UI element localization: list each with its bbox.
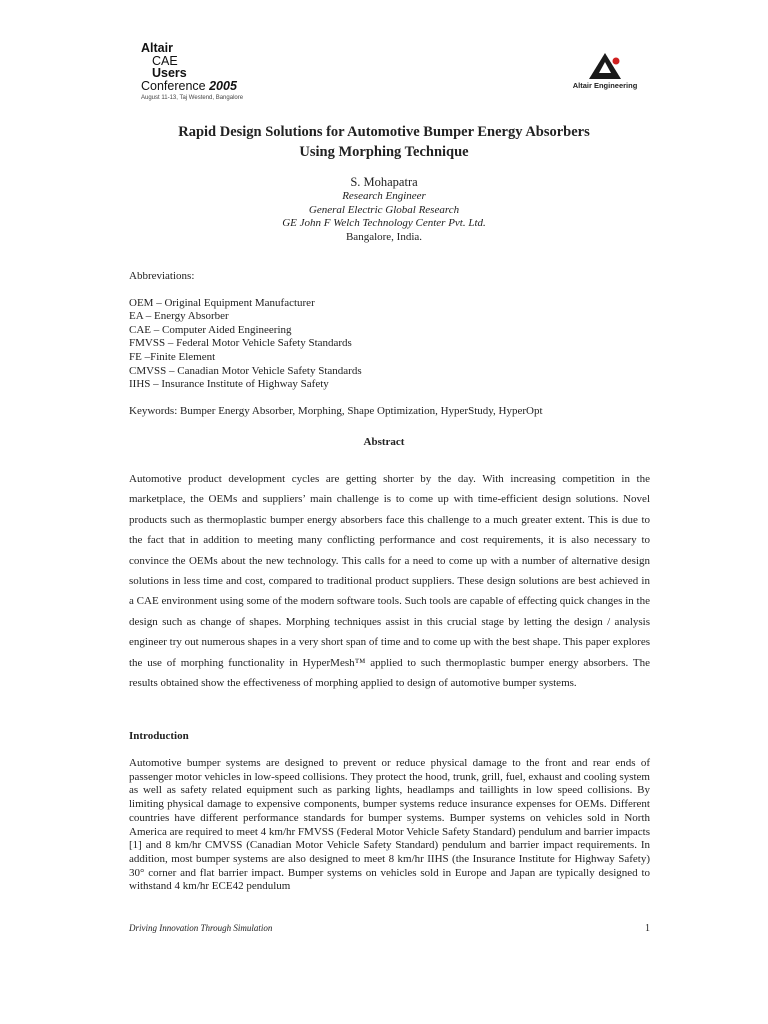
paper-title [0,122,768,162]
logo-line-altair: Altair [141,41,173,55]
author-org-1: General Electric Global Research [308,203,460,216]
abstract-heading: Abstract [363,436,405,448]
abbreviation-item: CMVSS – Canadian Motor Vehicle Safety Standards [129,364,362,377]
abbreviations-heading: Abbreviations: [129,270,195,282]
introduction-text: Automotive bumper systems are designed to prevent or reduce physical damage to the front and rear ends of passenger motor vehicles in low-speed collisions. They protect the hood, trunk, grill, fuel, exhaust and cooling system as well as safety related equipment such as parking lights, headlamps and taillights in low speed collisions. By limiting physical damage to expensive components, bumper systems reduce insurance expenses for OEMs. Different countries have different performance standards for bumper systems. Bumper systems on vehicles sold in North America are required to meet 4 km/hr FMVSS (Federal Motor Vehicle Safety Standard) pendulum and barrier impacts [1] and 8 km/hr CMVSS (Canadian Motor Vehicle Safety Standard) pendulum and barrier impact requirements. In addition, most bumper systems are also designed to meet 8 km/hr IIHS (the Insurance Institute for Highway Safety) 30° corner and flat barrier impact. Bumper systems on vehicles sold in Europe and Japan are typically designed to withstand 4 km/hr ECE42 pendulum [129,757,650,893]
conference-logo [141,42,291,101]
title-line-1: Rapid Design Solutions for Automotive Bumper Energy Absorbers [178,124,590,140]
abbreviation-item: IIHS – Insurance Institute of Highway Safety [129,378,329,391]
abbreviation-item: FE –Finite Element [129,350,216,363]
logo-year: 2005 [209,78,237,93]
logo-line-conference: Conference 2005 [141,78,237,93]
author-role: Research Engineer [342,190,426,202]
abbreviation-item: FMVSS – Federal Motor Vehicle Safety Standards [129,337,352,350]
abbreviations-section [129,270,362,392]
footer-tagline: Driving Innovation Through Simulation [129,923,273,933]
abbreviation-item: CAE – Computer Aided Engineering [129,323,292,336]
logo-line-cae: CAE [152,53,178,68]
triangle-a-icon [588,52,622,80]
keywords-line: Keywords: Bumper Energy Absorber, Morphing, Shape Optimization, HyperStudy, HyperOpt [129,405,543,417]
altair-logo-text: Altair Engineering [572,81,638,90]
altair-engineering-logo [565,52,645,90]
author-block [0,174,768,244]
page-number: 1 [645,923,650,934]
logo-line-users: Users [152,66,187,80]
conference-dates: August 11-13, Taj Westend, Bangalore [141,95,244,101]
author-name: S. Mohapatra [350,175,418,189]
author-org-2: GE John F Welch Technology Center Pvt. Ltd. [282,217,486,229]
title-line-2: Using Morphing Technique [299,144,469,160]
author-location: Bangalore, India. [345,230,423,243]
abbreviation-item: EA – Energy Absorber [129,310,229,323]
introduction-heading: Introduction [129,730,189,742]
abbreviation-item: OEM – Original Equipment Manufacturer [129,296,315,309]
abstract-text: Automotive product development cycles are getting shorter by the day. With increasing competition in the marketplace, the OEMs and suppliers’ main challenge is to come up with time-efficient design solutions. Novel products such as thermoplastic bumper energy absorbers face this challenge to a much greater extent. This is due to the fact that in addition to meeting many conflicting performance and cost requirements, it is also necessary to convince the OEMs about the new technology. This calls for a need to come up with a number of alternative design solutions in less time and cost, compared to traditional product suppliers. These design solutions are best achieved in a CAE environment using some of the modern software tools. Such tools are capable of effecting quick changes in the design such as change of shapes. Morphing techniques assist in this crucial stage by letting the design / analysis engineer try out numerous shapes in a very short span of time and to come up with the best shape. This paper explores the use of morphing functionality in HyperMesh™ applied to such thermoplastic bumper energy absorbers. The results obtained show the effectiveness of morphing applied to design of automotive bumper systems. [129,473,650,690]
